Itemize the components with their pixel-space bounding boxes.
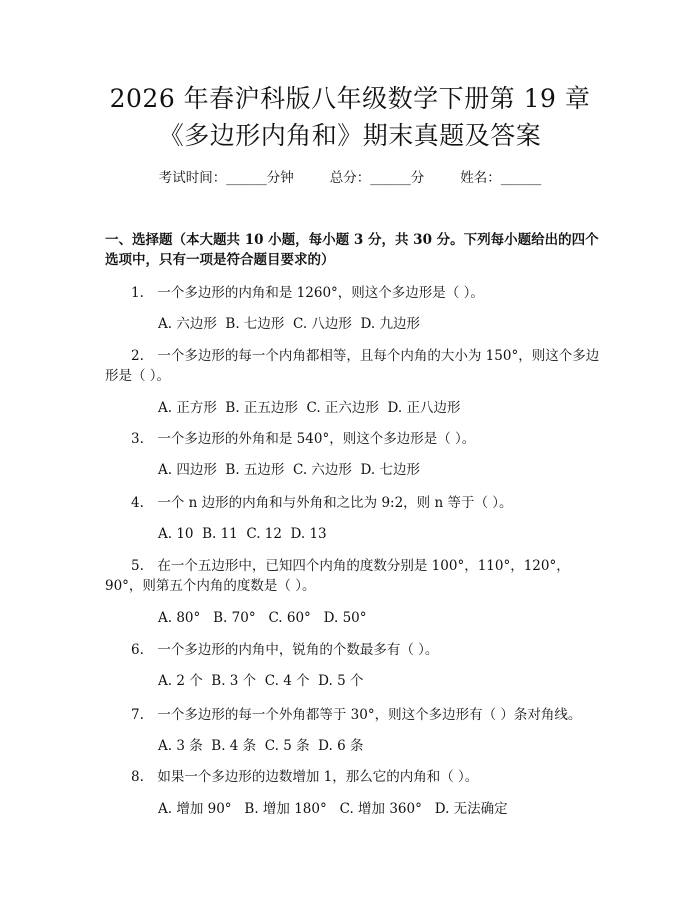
question-6-options: A. 2 个 B. 3 个 C. 4 个 D. 5 个 xyxy=(158,673,364,689)
exam-meta xyxy=(0,169,700,187)
exam-name: 姓名：______ xyxy=(460,170,542,186)
question-7-stem: 7. 一个多边形的每一个外角都等于 30°，则这个多边形有（ ）条对角线。 xyxy=(131,707,582,723)
question-2-stem: 2. 一个多边形的每一个内角都相等，且每个内角的大小为 150°，则这个多边形是（ ）。 xyxy=(105,348,600,384)
question-2-options: A. 正方形 B. 正五边形 C. 正六边形 D. 正八边形 xyxy=(158,400,461,416)
question-3-options: A. 四边形 B. 五边形 C. 六边形 D. 七边形 xyxy=(158,462,420,478)
question-1-options: A. 六边形 B. 七边形 C. 八边形 D. 九边形 xyxy=(158,316,420,332)
question-1-stem: 1. 一个多边形的内角和是 1260°，则这个多边形是（ ）。 xyxy=(131,285,484,301)
question-8-options: A. 增加 90° B. 增加 180° C. 增加 360° D. 无法确定 xyxy=(158,801,508,817)
exam-score: 总分：______分 xyxy=(329,170,425,186)
question-4-stem: 4. 一个 n 边形的内角和与外角和之比为 9:2，则 n 等于（ ）。 xyxy=(131,495,513,511)
question-8-stem: 8. 如果一个多边形的边数增加 1，那么它的内角和（ ）。 xyxy=(131,769,479,785)
exam-time: 考试时间：______分钟 xyxy=(158,170,294,186)
title-line-1: 2026 年春沪科版八年级数学下册第 19 章 xyxy=(109,84,591,113)
title-line-2: 《多边形内角和》期末真题及答案 xyxy=(158,121,542,150)
question-3-stem: 3. 一个多边形的外角和是 540°，则这个多边形是（ ）。 xyxy=(131,431,476,447)
question-6-stem: 6. 一个多边形的内角中，锐角的个数最多有（ ）。 xyxy=(131,642,439,658)
question-7-options: A. 3 条 B. 4 条 C. 5 条 D. 6 条 xyxy=(158,738,364,754)
question-5-options: A. 80° B. 70° C. 60° D. 50° xyxy=(158,610,367,626)
section-heading: 一、选择题（本大题共 10 小题，每小题 3 分，共 30 分。下列每小题给出的四个选项中，只有一项是符合题目要求的） xyxy=(105,232,599,268)
question-5-stem: 5. 在一个五边形中，已知四个内角的度数分别是 100°，110°，120°，90°，则第五个内角的度数是（ ）。 xyxy=(105,558,570,594)
question-4-options: A. 10 B. 11 C. 12 D. 13 xyxy=(158,526,327,542)
